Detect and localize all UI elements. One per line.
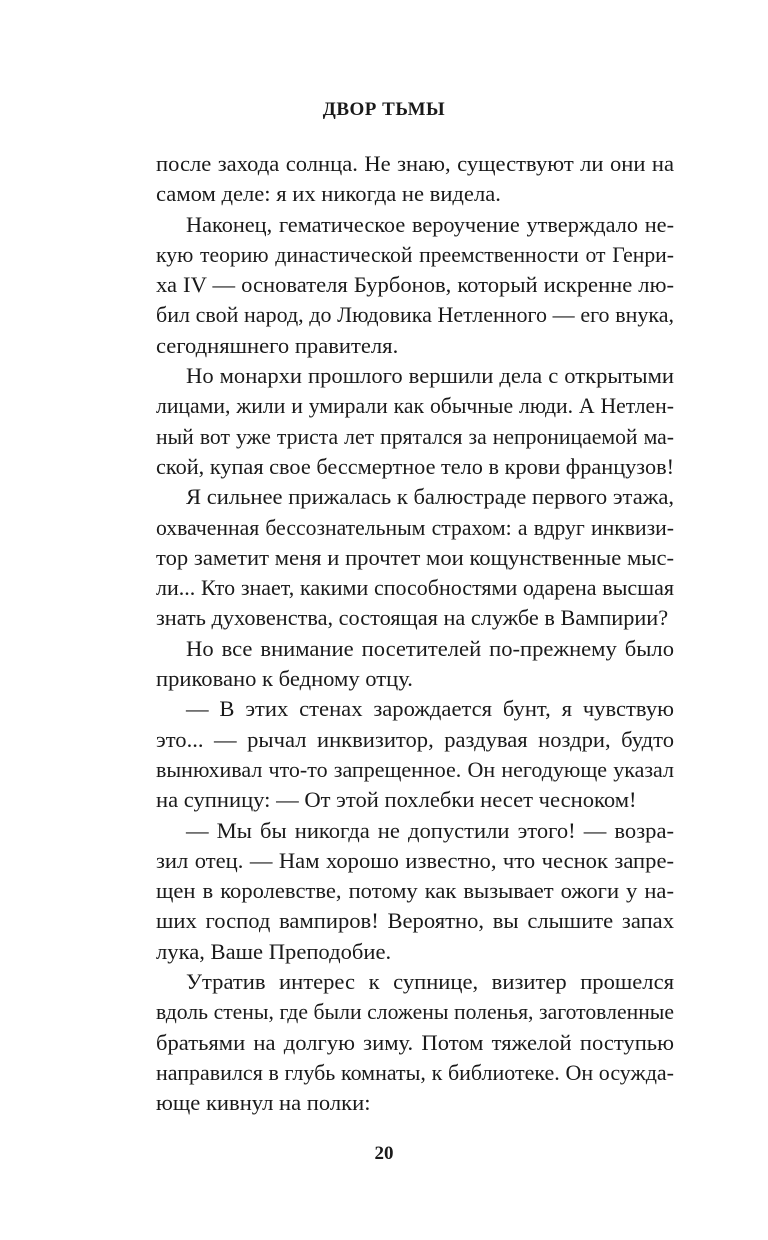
- text-line: после захода солнца. Не знаю, существуют ли они на: [156, 151, 674, 176]
- text-line: приковано к бедному отцу.: [156, 666, 413, 692]
- text-line: ли... Кто знает, какими способностями одарена высшая: [156, 575, 674, 601]
- text-line: — В этих стенах зарождается бунт, я чувствую: [186, 696, 674, 722]
- text-line: вдоль стены, где были сложены поленья, заготовленные: [156, 1000, 674, 1025]
- text-line: Но все внимание посетителей по-прежнему было: [186, 635, 674, 661]
- text-line: Но монархи прошлого вершили дела с открытыми: [186, 363, 674, 389]
- text-line: ный вот уже триста лет прятался за непроницаемой ма-: [156, 424, 674, 449]
- text-line: это... — рычал инквизитор, раздувая ноздри, будто: [156, 726, 674, 752]
- text-line: ших господ вампиров! Вероятно, вы слышите запах: [156, 908, 674, 934]
- text-line: кую теорию династической преемственности от Генри-: [156, 242, 674, 267]
- text-line: зил отец. — Нам хорошо известно, что чеснок запре-: [156, 847, 674, 873]
- text-line: лицами, жили и умирали как обычные люди. А Нетлен-: [156, 394, 674, 419]
- text-line: знать духовенства, состоящая на службе в Вампирии?: [156, 605, 669, 631]
- text-line: братьями на долгую зиму. Потом тяжелой поступью: [156, 1029, 674, 1055]
- text-line: юще кивнул на полки:: [156, 1090, 371, 1116]
- text-line: на супницу: — От этой похлебки несет чесноком!: [156, 787, 637, 813]
- text-line: охваченная бессознательным страхом: а вдруг инквизи-: [156, 515, 674, 540]
- text-line: направился в глубь комнаты, к библиотеке. Он осужда-: [156, 1059, 674, 1085]
- running-head: ДВОР ТЬМЫ: [322, 99, 446, 120]
- text-line: Наконец, гематическое вероучение утверждало не-: [186, 211, 674, 237]
- text-line: Утратив интерес к супнице, визитер прошелся: [186, 969, 674, 995]
- text-line: вынюхивал что-то запрещенное. Он негодующе указал: [156, 756, 674, 782]
- text-line: Я сильнее прижалась к балюстраде первого этажа,: [186, 484, 675, 510]
- text-line: тор заметит меня и прочтет мои кощунственные мыс-: [156, 544, 674, 570]
- text-line: ха IV — основателя Бурбонов, который искренне лю-: [156, 272, 674, 298]
- text-line: лука, Ваше Преподобие.: [156, 938, 392, 964]
- page-number: 20: [374, 1143, 394, 1164]
- text-line: ской, купая свое бессмертное тело в крови французов!: [156, 453, 675, 479]
- text-line: сегодняшнего правителя.: [156, 332, 399, 358]
- text-line: бил свой народ, до Людовика Нетленного — его внука,: [156, 302, 674, 328]
- body-text: [156, 149, 674, 1119]
- text-line: — Мы бы никогда не допустили этого! — возра-: [186, 817, 674, 843]
- text-line: самом деле: я их никогда не видела.: [156, 181, 501, 207]
- text-line: щен в королевстве, потому как вызывает ожоги у на-: [156, 878, 674, 904]
